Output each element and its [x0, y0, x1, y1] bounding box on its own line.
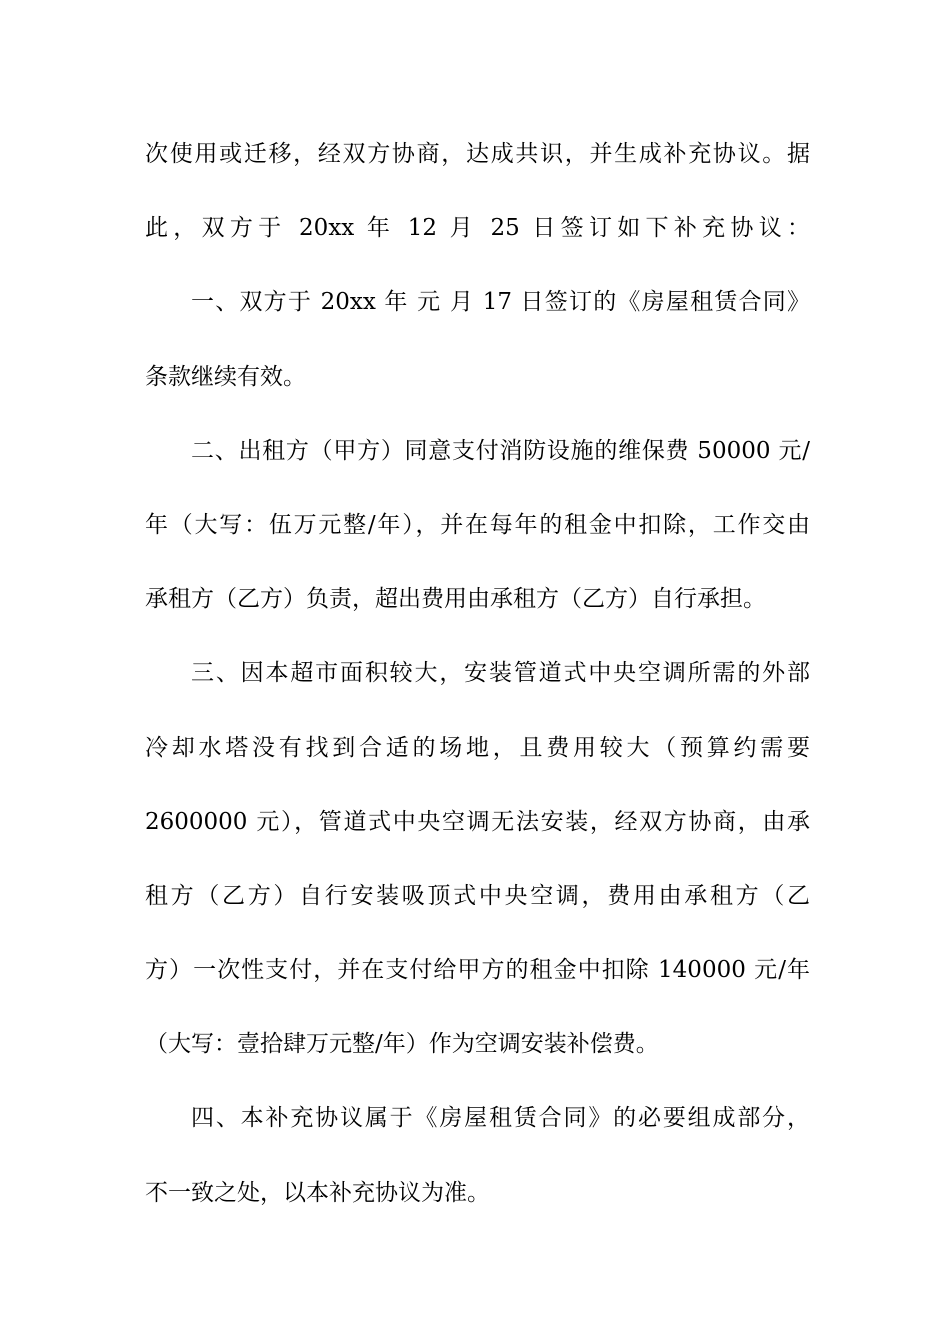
clause-2-line: 年（大写：伍万元整/年），并在每年的租金中扣除，工作交由 [145, 511, 810, 538]
clause-2-line: 承租方（乙方）负责，超出费用由承租方（乙方）自行承担。 [145, 586, 766, 613]
document-body [145, 130, 810, 1243]
text-line: 此，双方于 20xx 年 12 月 25 日签订如下补充协议： [145, 215, 810, 242]
clause-2-line: 二、出租方（甲方）同意支付消防设施的维保费 50000 元/ [191, 437, 810, 464]
clause-3-line: 2600000 元），管道式中央空调无法安装，经双方协商，由承 [145, 808, 810, 835]
clause-3-line: 租方（乙方）自行安装吸顶式中央空调，费用由承租方（乙 [145, 882, 810, 909]
text-line: 次使用或迁移，经双方协商，达成共识，并生成补充协议。据 [145, 141, 810, 167]
clause-3-line: 冷却水塔没有找到合适的场地，且费用较大（预算约需要 [145, 734, 810, 761]
clause-3-line: 三、因本超市面积较大，安装管道式中央空调所需的外部 [191, 660, 810, 687]
clause-4-line: 不一致之处，以本补充协议为准。 [145, 1179, 490, 1206]
clause-3-line: 方）一次性支付，并在支付给甲方的租金中扣除 140000 元/年 [145, 957, 810, 984]
clause-1-line: 条款继续有效。 [145, 363, 306, 390]
clause-1-line: 一、双方于 20xx 年 元 月 17 日签订的《房屋租赁合同》 [191, 289, 810, 316]
clause-3-line: （大写：壹拾肆万元整/年）作为空调安装补偿费。 [145, 1031, 659, 1058]
clause-4-line: 四、本补充协议属于《房屋租赁合同》的必要组成部分， [191, 1105, 810, 1132]
